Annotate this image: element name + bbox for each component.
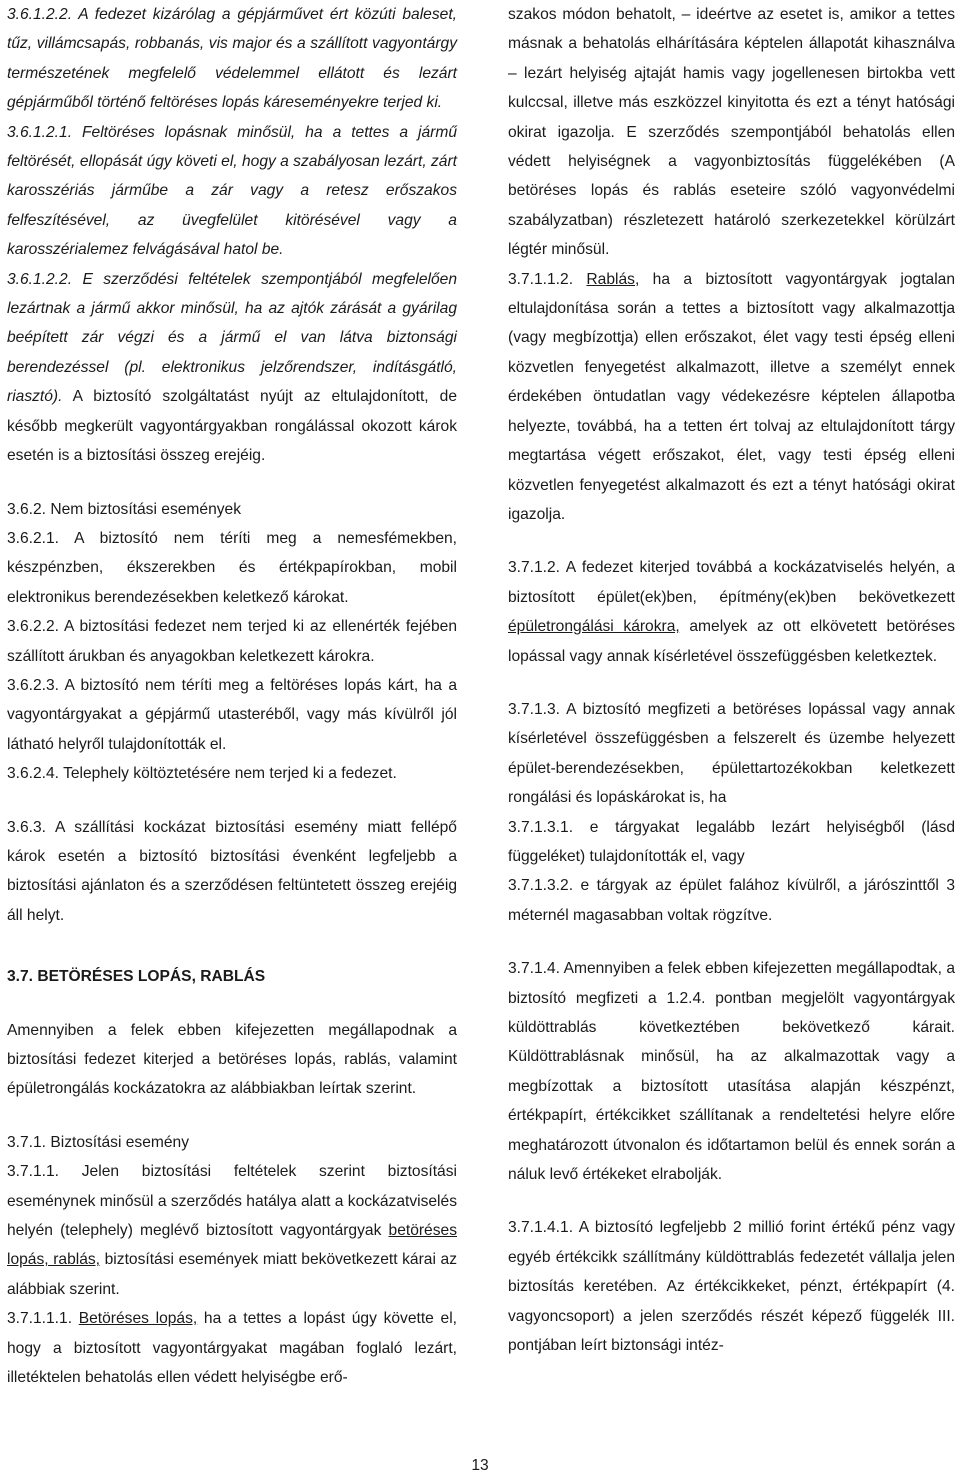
paragraph: 3.7.1.1.2. Rablás, ha a biztosított vagyontárgyak jogtalan eltulajdonítása során a tettes a biztosított vagy alkalmazottja (vagy megbízottja) ellen erőszakot, élet vagy testi épség elleni közvetlen fenyegetést alkalmazott, illetve a személyt ennek érdekében öntudatlan vagy védekezésre képtelen állapotba helyezte, továbbá, ha a tetten ért tolvaj az eltulajdonított tárgy megtartása végett erőszakot, élet, vagy testi épség elleni közvetlen fenyegetést alkalmazott és ezt a tényt hatósági okirat igazolja.: [508, 270, 956, 523]
paragraph: 3.7.1.1. Jelen biztosítási feltételek szerint biztosítási eseménynek minősül a szerződés hatálya alatt a kockázatviselés helyén (telephely) meglévő biztosított vagyontárgyak betöréses lopás, rablás, biztosítási események miatt bekövetkezett kárai az alábbiak szerint.: [7, 1163, 458, 1298]
underlined-term: Rablás,: [586, 270, 640, 288]
paragraph: 3.6.2.3. A biztosító nem téríti meg a feltöréses lopás kárt, ha a vagyontárgyakat a gépjármű utasteréből, vagy más kívülről jól látható helyről tulajdonították el.: [7, 676, 457, 753]
paragraph: [7, 265, 457, 471]
underlined-term: betöréses lopás, rablás,: [7, 1222, 457, 1269]
paragraph: 3.7.1.1.1. Betöréses lopás, ha a tettes a lopást úgy követte el, hogy a biztosított vagyontárgyakat magában foglaló lezárt, illetéktelen behatolás ellen védett helyiségbe erő-: [7, 1310, 458, 1387]
paragraph: 3.6.2.4. Telephely költöztetésére nem terjed ki a fedezet.: [7, 765, 397, 783]
paragraph: 3.7.1.2. A fedezet kiterjed továbbá a kockázatviselés helyén, a biztosított épület(ek)ben, építmény(ek)ben bekövetkezett épületrongálási károkra, amelyek az ott elkövetett betöréses lopással vagy annak kísérletével összefüggésben keletkeztek.: [508, 559, 955, 665]
left-column: [7, 0, 457, 1392]
paragraph: 3.6.1.2.1. Feltöréses lopásnak minősül, ha a tettes a jármű feltörését, ellopását úgy követi el, hogy a szabályosan lezárt, zárt karosszériás járműbe a zár vagy a retesz erőszakos felfeszítésével, az üvegfelület kitörésével vagy a karosszérialemez felvágásával hatol be.: [7, 123, 457, 259]
page-number: 13: [471, 1457, 489, 1474]
paragraph: 3.7.1.4. Amennyiben a felek ebben kifejezetten megállapodtak, a biztosító megfizeti a 1.2.4. pontban megjelölt vagyontárgyak küldöttrablás következtében bekövetkező kárait. Küldöttrablásnak minősül, ha az alkalmazottak vagy a megbízottak a biztosított utasítása alapján készpénzt, értékpapírt, értékcikket szállítanak a rendeltetési helyre előre meghatározott útvonalon és időtartamon belül és ennek során a náluk levő értékeket elrabolják.: [508, 960, 955, 1184]
right-column: [508, 0, 955, 1360]
paragraph: 3.7.1.4.1. A biztosító legfeljebb 2 millió forint értékű pénz vagy egyéb értékcikk szállítmány küldöttrablás fedezetét vállalja jelen biztosítás keretében. Az értékcikkeket, pénzt, értékpapírt (4. vagyoncsoport) a jelen szerződés részét képező függelék III. pontjában leírt biztonsági intéz-: [508, 1219, 955, 1355]
section-heading: 3.7. BETÖRÉSES LOPÁS, RABLÁS: [7, 968, 266, 986]
paragraph: 3.6.2.2. A biztosítási fedezet nem terjed ki az ellenérték fejében szállított árukban és anyagokban keletkezett károkra.: [7, 618, 457, 665]
underlined-term: épületrongálási károkra,: [508, 618, 680, 636]
underlined-term: Betöréses lopás,: [78, 1310, 198, 1328]
paragraph: szakos módon behatolt, – ideértve az esetet is, amikor a tettes másnak a behatolás elhárítására képtelen állapotát kihasználva – lezárt helyiség ajtaját hamis vagy jogellenesen birtokba vett kulccsal, illetve más eszközzel kinyitotta és ezt a tényt hatósági okirat igazolja. E szerződés szempontjából behatolás ellen védett helyiségnek a vagyonbiztosítás függelékében (A betöréses lopás és rablás eseteire szóló vagyonvédelmi szabályzatban) részletezett határoló szerkezetekkel körülzárt légtér minősül.: [508, 6, 955, 259]
paragraph-regular-part: A biztosító szolgáltatást nyújt az eltulajdonított, de később megkerült vagyontárgyakban rongálással okozott károk esetén is a biztosítási összeg erejéig.: [7, 388, 457, 465]
paragraph: 3.6.3. A szállítási kockázat biztosítási esemény miatt fellépő károk esetén a biztosító biztosítási évenként legfeljebb a biztosítási ajánlaton és a szerződésen feltüntetett összeg erejéig áll helyt.: [7, 818, 457, 924]
paragraph-italic-part: 3.6.1.2.2. E szerződési feltételek szempontjából megfelelően lezártnak a jármű akkor minősül, ha az ajtók zárását a gyárilag beépített zár végzi és a jármű el van látva biztonsági berendezéssel (pl. elektronikus jelzőrendszer, indításgátló, riasztó).: [7, 270, 457, 406]
paragraph: Amennyiben a felek ebben kifejezetten megállapodnak a biztosítási fedezet kiterjed a betöréses lopás, rablás, valamint épületrongálás kockázatokra az alábbiakban leírtak szerint.: [7, 1021, 457, 1098]
paragraph: 3.6.1.2.2. A fedezet kizárólag a gépjárművet ért közúti baleset, tűz, villámcsapás, robbanás, vis major és a szállított vagyontárgy természetének megfelelő védelemmel ellátott és lezárt gépjárműből történő feltöréses lopás káreseményekre terjed ki.: [7, 6, 457, 112]
paragraph: 3.7.1.3.2. e tárgyak az épület falához kívülről, a járószinttől 3 méternél magasabban voltak rögzítve.: [508, 877, 955, 924]
section-heading: 3.7.1. Biztosítási esemény: [7, 1133, 190, 1151]
paragraph: 3.7.1.3.1. e tárgyakat legalább lezárt helyiségből (lásd függeléket) tulajdonították el, vagy: [508, 818, 955, 865]
section-heading: 3.6.2. Nem biztosítási események: [7, 500, 242, 518]
paragraph: 3.6.2.1. A biztosító nem téríti meg a nemesfémekben, készpénzben, ékszerekben és értékpapírokban, mobil elektronikus berendezésekben keletkező károkat.: [7, 529, 457, 606]
paragraph: 3.7.1.3. A biztosító megfizeti a betöréses lopással vagy annak kísérletével összefüggésben a felszerelt és üzembe helyezett épület-berendezésekben, épülettartozékokban keletkezett rongálási és lopáskárokat is, ha: [508, 700, 955, 807]
